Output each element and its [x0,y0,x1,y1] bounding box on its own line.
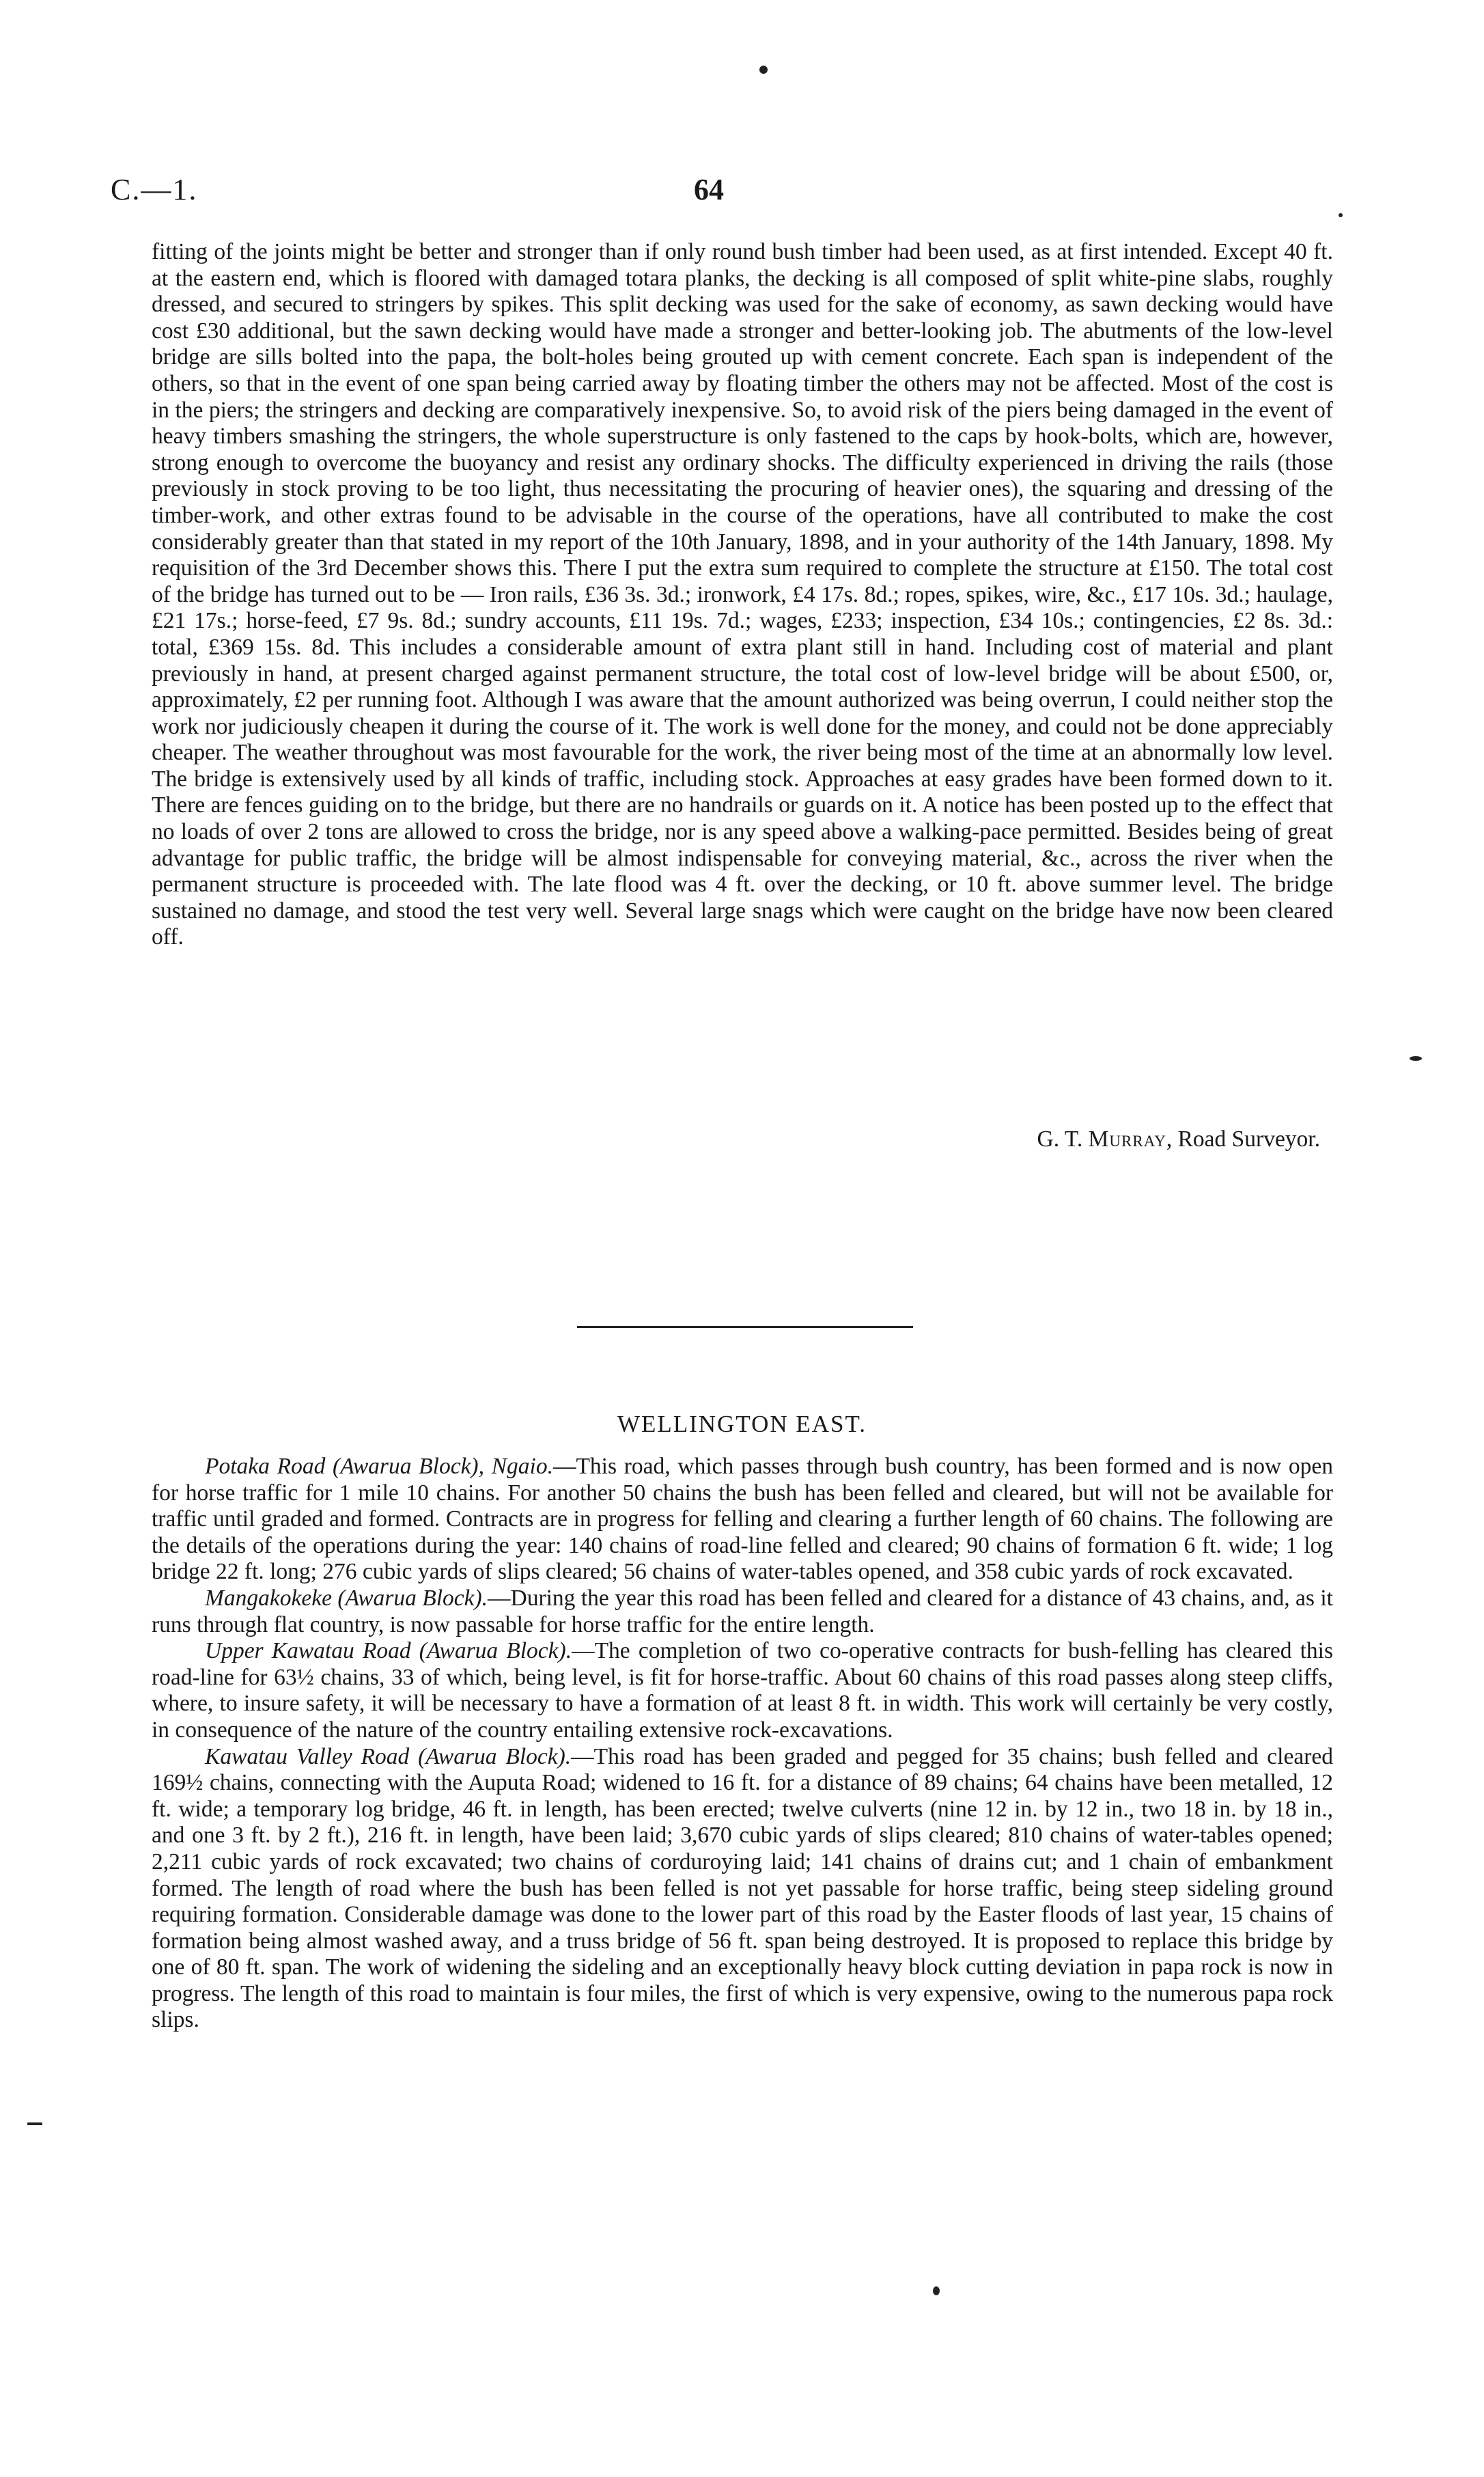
road-entry-text: —This road, which passes through bush country, has been formed and is now open for horse traffic for 1 mile 10 chains. For another 50 chains the bush has been felled and cleared, but will not be available for traffic until graded and formed. Contracts are in progress for felling and clearing a further length of 60 chains. The following are the details of the operations during the year: 140 chains of road-line felled and cleared; 90 chains of formation 6 ft. wide; 1 log bridge 22 ft. long; 276 cubic yards of slips cleared; 56 chains of water-tables opened, and 358 cubic yards of rock excavated. [152,1454,1333,1585]
road-entry-heading: Potaka Road (Awarua Block), Ngaio. [205,1454,553,1479]
scan-speck [1410,1056,1422,1061]
scan-speck [1339,213,1343,217]
page-number: 64 [694,173,724,206]
road-entry [152,1638,1333,1743]
report-text-block [152,239,1333,951]
road-entry [152,1586,1333,1638]
road-entry [152,1744,1333,2034]
signature-name: Murray [1088,1126,1166,1152]
scan-speck [759,66,768,74]
road-entry-text: —The completion of two co-operative contracts for bush-felling has cleared this road-line for 63½ chains, 33 of which, being level, is fit for horse-traffic. About 60 chains of this road passes along steep cliffs, where, to insure safety, it will be necessary to have a formation of at least 8 ft. in width. This work will certainly be very costly, in consequence of the nature of the country entailing extensive rock-excavations. [152,1638,1334,1743]
signature-initials: G. T. [1037,1126,1083,1152]
road-entry [152,1454,1333,1586]
section-divider [577,1326,913,1328]
scan-speck [27,2122,42,2125]
road-entry-heading: Upper Kawatau Road (Awarua Block). [205,1638,572,1664]
road-entry-heading: Kawatau Valley Road (Awarua Block). [205,1743,572,1769]
road-entry-heading: Mangakokeke (Awarua Block). [205,1585,488,1611]
section-title: WELLINGTON EAST. [617,1411,867,1437]
report-paragraph: fitting of the joints might be better and stronger than if only round bush timber had been used, as at first intended. Except 40 ft. at the eastern end, which is floored with damaged totara planks, the decking is all composed of split white-pine slabs, roughly dressed, and secured to stringers by spikes. This split decking was used for the sake of economy, as sawn decking would have cost £30 additional, but the sawn decking would have made a stronger and better-looking job. The abutments of the low-level bridge are sills bolted into the papa, the bolt-holes being grouted up with cement concrete. Each span is independent of the others, so that in the event of one span being carried away by floating timber the others may not be affected. Most of the cost is in the piers; the stringers and decking are comparatively inexpensive. So, to avoid risk of the piers being damaged in the event of heavy timbers smashing the stringers, the whole superstructure is only fastened to the caps by hook-bolts, which are, however, strong enough to overcome the buoyancy and resist any ordinary shocks. The difficulty experienced in driving the rails (those previously in stock proving to be too light, thus necessitating the procuring of heavier ones), the squaring and dressing of the timber-work, and other extras found to be advisable in the course of the operations, have all contributed to make the cost considerably greater than that stated in my report of the 10th January, 1898, and in your authority of the 14th January, 1898. My requisition of the 3rd December shows this. There I put the extra sum required to complete the structure at £150. The total cost of the bridge has turned out to be — Iron rails, £36 3s. 3d.; ironwork, £4 17s. 8d.; ropes, spikes, wire, &c., £17 10s. 3d.; haulage, £21 17s.; horse-feed, £7 9s. 8d.; sundry accounts, £11 19s. 7d.; wages, £233; inspection, £34 10s.; contingencies, £2 8s. 3d.: total, £369 15s. 8d. This includes a considerable amount of extra plant still in hand. Including cost of material and plant previously in hand, at present charged against permanent structure, the total cost of low-level bridge will be about £500, or, approximately, £2 per running foot. Although I was aware that the amount authorized was being overrun, I could neither stop the work nor judiciously cheapen it during the course of it. The work is well done for the money, and could not be done appreciably cheaper. The weather throughout was most favourable for the work, the river being most of the time at an abnormally low level. The bridge is extensively used by all kinds of traffic, including stock. Approaches at easy grades have been formed down to it. There are fences guiding on to the bridge, but there are no handrails or guards on it. A notice has been posted up to the effect that no loads of over 2 tons are allowed to cross the bridge, nor is any speed above a walking-pace permitted. Besides being of great advantage for public traffic, the bridge will be almost indispensable for conveying material, &c., across the river when the permanent structure is proceeded with. The late flood was 4 ft. over the decking, or 10 ft. above summer level. The bridge sustained no damage, and stood the test very well. Several large snags which were caught on the bridge have now been cleared off. [152,239,1333,950]
signature-line [1037,1126,1320,1153]
scan-speck [933,2286,940,2295]
road-entry-text: —During the year this road has been felled and cleared for a distance of 43 chains, and, as it runs through flat country, is now passable for horse traffic for the entire length. [152,1585,1333,1637]
signature-title: , Road Surveyor. [1166,1126,1320,1152]
road-entry-text: —This road has been graded and pegged for 35 chains; bush felled and cleared 169½ chains, connecting with the Auputa Road; widened to 16 ft. for a distance of 89 chains; 64 chains have been metalled, 12 ft. wide; a temporary log bridge, 46 ft. in length, has been erected; twelve culverts (nine 12 in. by 12 in., two 18 in. by 18 in., and one 3 ft. by 2 ft.), 216 ft. in length, have been laid; 3,670 cubic yards of slips cleared; 810 chains of water-tables opened; 2,211 cubic yards of rock excavated; two chains of corduroying laid; 141 chains of drains cut; and 1 chain of embankment formed. The length of road where the bush has been felled is not yet passable for horse traffic, being steep sideling ground requiring formation. Considerable damage was done to the lower part of this road by the Easter floods of last year, 15 chains of formation being almost washed away, and a truss bridge of 56 ft. span being destroyed. It is proposed to replace this bridge by one of 80 ft. span. The work of widening the sideling and an exceptionally heavy block cutting deviation in papa rock is now in progress. The length of this road to maintain is four miles, the first of which is very expensive, owing to the numerous papa rock slips. [152,1743,1333,2033]
section-text-block [152,1454,1333,2034]
document-reference: C.—1. [111,173,198,206]
